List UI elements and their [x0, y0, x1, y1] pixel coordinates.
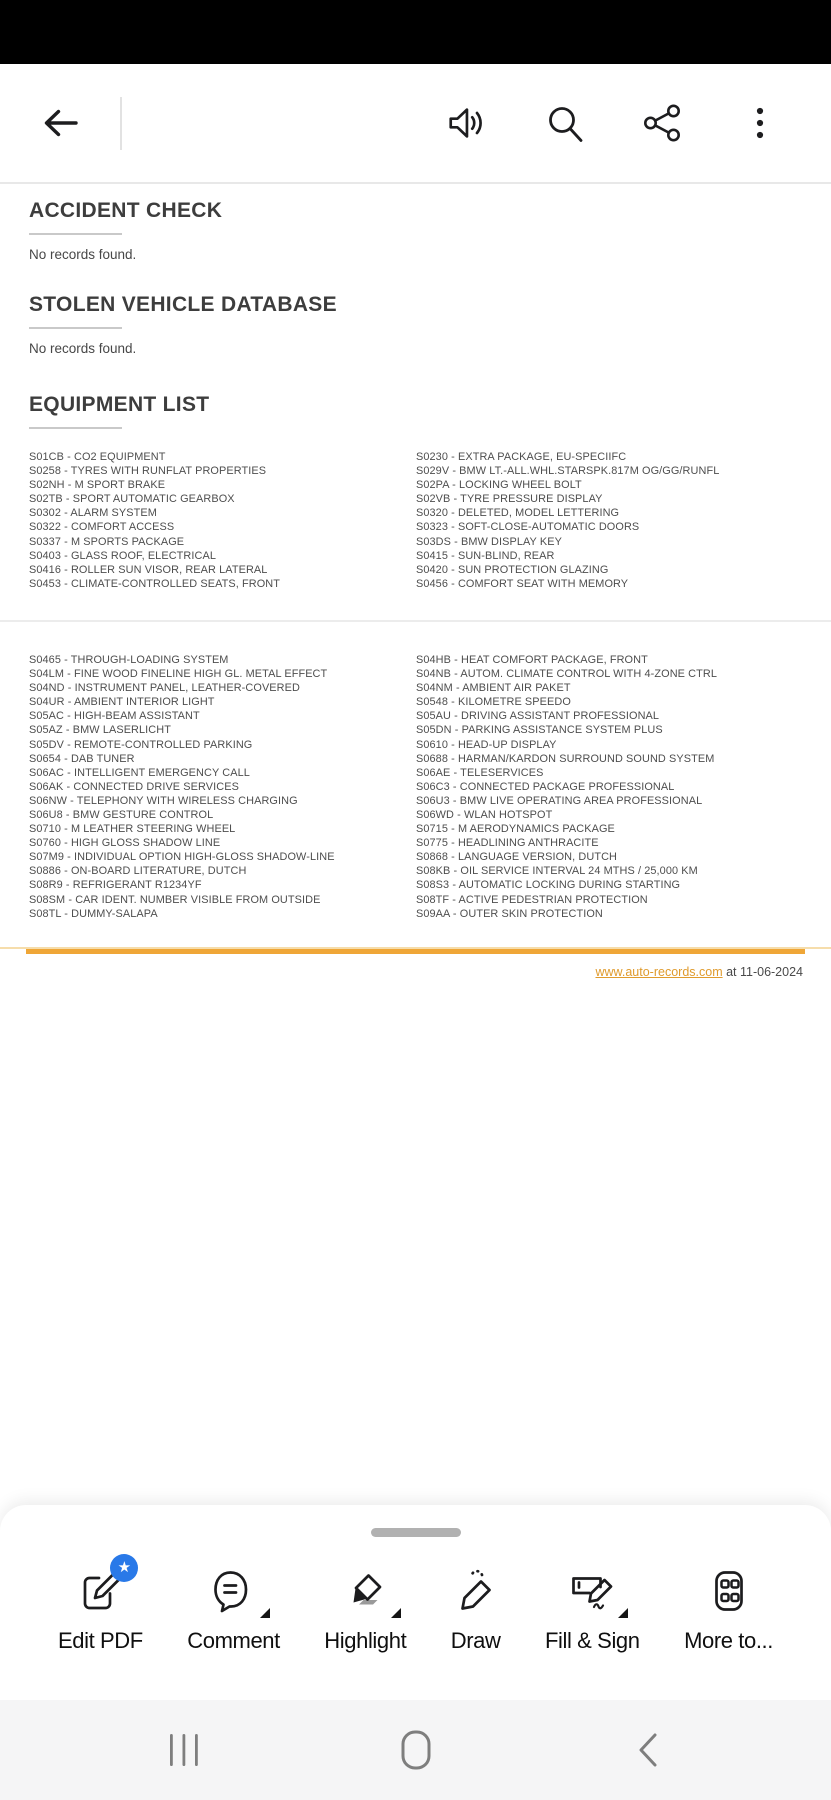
- equipment-item: S06C3 - CONNECTED PACKAGE PROFESSIONAL: [416, 780, 675, 793]
- status-bar: [0, 0, 831, 64]
- recents-button[interactable]: [164, 1728, 204, 1772]
- equipment-item: S06WD - WLAN HOTSPOT: [416, 808, 553, 821]
- equipment-item: S0453 - CLIMATE-CONTROLLED SEATS, FRONT: [29, 577, 281, 590]
- section-accident-check: [0, 199, 831, 263]
- toolbar-divider: [120, 97, 122, 150]
- speaker-icon: [445, 101, 487, 145]
- section-equipment-list: [0, 393, 831, 429]
- equipment-item: S0323 - SOFT-CLOSE-AUTOMATIC DOORS: [416, 521, 640, 534]
- equipment-column-left: [29, 450, 416, 591]
- equipment-block-2: [0, 653, 831, 921]
- equipment-item: S0403 - GLASS ROOF, ELECTRICAL: [29, 549, 216, 562]
- equipment-item: S05AC - HIGH-BEAM ASSISTANT: [29, 710, 200, 723]
- android-nav-bar: [0, 1700, 831, 1800]
- equipment-item: S0416 - ROLLER SUN VISOR, REAR LATERAL: [29, 563, 268, 576]
- page-separator: [0, 620, 831, 622]
- section-stolen-vehicle: [0, 293, 831, 357]
- tool-edit-pdf[interactable]: [58, 1559, 143, 1654]
- equipment-item: S0420 - SUN PROTECTION GLAZING: [416, 563, 609, 576]
- tools-bottom-sheet: [0, 1505, 831, 1700]
- equipment-item: S0886 - ON-BOARD LITERATURE, DUTCH: [29, 865, 247, 878]
- equipment-item: S04NM - AMBIENT AIR PAKET: [416, 682, 571, 695]
- home-icon: [398, 1729, 434, 1771]
- equipment-item: S05AZ - BMW LASERLICHT: [29, 724, 171, 737]
- tool-fill-sign[interactable]: [545, 1567, 640, 1654]
- tool-comment[interactable]: [187, 1567, 280, 1654]
- equipment-item: S0710 - M LEATHER STEERING WHEEL: [29, 823, 236, 836]
- equipment-item: S08S3 - AUTOMATIC LOCKING DURING STARTING: [416, 879, 681, 892]
- equipment-column-right: [416, 450, 802, 591]
- equipment-item: S0688 - HARMAN/KARDON SURROUND SOUND SYSTEM: [416, 752, 715, 765]
- equipment-column-left: [29, 653, 416, 921]
- tool-draw[interactable]: [451, 1567, 501, 1654]
- tool-label: Draw: [450, 1628, 501, 1653]
- equipment-item: S05DN - PARKING ASSISTANCE SYSTEM PLUS: [416, 724, 663, 737]
- equipment-item: S0715 - M AERODYNAMICS PACKAGE: [416, 823, 615, 836]
- overflow-menu-button[interactable]: [739, 102, 781, 144]
- source-link[interactable]: www.auto-records.com: [595, 964, 723, 979]
- footer-date: at 11-06-2024: [722, 964, 803, 979]
- back-arrow-icon: [42, 104, 80, 142]
- equipment-item: S029V - BMW LT.-ALL.WHL.STARSPK.817M OG/GG/RUNFL: [416, 465, 720, 478]
- equipment-block-1: [0, 450, 831, 591]
- equipment-item: S08KB - OIL SERVICE INTERVAL 24 MTHS / 25,000 KM: [416, 865, 698, 878]
- equipment-item: S06AE - TELESERVICES: [416, 766, 544, 779]
- equipment-item: S02TB - SPORT AUTOMATIC GEARBOX: [29, 493, 235, 506]
- equipment-item: S0337 - M SPORTS PACKAGE: [29, 535, 185, 548]
- tools-row: [0, 1559, 831, 1654]
- back-button[interactable]: [42, 104, 80, 142]
- highlight-icon: [342, 1568, 388, 1614]
- comment-icon: [211, 1568, 257, 1614]
- equipment-item: S04LM - FINE WOOD FINELINE HIGH GL. METAL EFFECT: [29, 668, 328, 681]
- document-footer: [0, 965, 831, 980]
- tool-label: Edit PDF: [58, 1628, 143, 1653]
- tool-label: Fill & Sign: [544, 1628, 640, 1653]
- equipment-item: S0302 - ALARM SYSTEM: [29, 507, 157, 520]
- tool-highlight[interactable]: [324, 1567, 406, 1654]
- equipment-column-right: [416, 653, 802, 921]
- long-press-menu-indicator: [260, 1608, 270, 1618]
- equipment-item: S09AA - OUTER SKIN PROTECTION: [416, 907, 603, 920]
- tool-label: More to...: [684, 1628, 773, 1653]
- read-aloud-button[interactable]: [445, 102, 487, 144]
- nav-back-icon: [633, 1729, 663, 1771]
- footer-rule: [0, 947, 831, 957]
- equipment-item: S01CB - CO2 EQUIPMENT: [29, 451, 166, 463]
- equipment-item: S0610 - HEAD-UP DISPLAY: [416, 738, 557, 751]
- equipment-item: S0230 - EXTRA PACKAGE, EU-SPECIIFC: [416, 451, 627, 463]
- equipment-item: S06AK - CONNECTED DRIVE SERVICES: [29, 780, 239, 793]
- equipment-item: S0415 - SUN-BLIND, REAR: [416, 549, 555, 562]
- long-press-menu-indicator: [391, 1608, 401, 1618]
- section-title: ACCIDENT CHECK: [29, 199, 223, 222]
- fill-sign-icon: [569, 1568, 615, 1614]
- home-button[interactable]: [396, 1728, 436, 1772]
- toolbar-actions: [445, 102, 781, 144]
- equipment-item: S06U3 - BMW LIVE OPERATING AREA PROFESSIONAL: [416, 794, 703, 807]
- equipment-item: S06U8 - BMW GESTURE CONTROL: [29, 808, 214, 821]
- tool-label: Comment: [187, 1628, 280, 1653]
- equipment-item: S0654 - DAB TUNER: [29, 752, 135, 765]
- equipment-item: S0258 - TYRES WITH RUNFLAT PROPERTIES: [29, 465, 267, 478]
- tool-label: Highlight: [324, 1628, 407, 1653]
- equipment-item: S0456 - COMFORT SEAT WITH MEMORY: [416, 577, 629, 590]
- draw-icon: [453, 1568, 499, 1614]
- equipment-item: S06NW - TELEPHONY WITH WIRELESS CHARGING: [29, 794, 298, 807]
- equipment-item: S0775 - HEADLINING ANTHRACITE: [416, 837, 599, 850]
- overflow-menu-icon: [739, 102, 781, 144]
- equipment-item: S02PA - LOCKING WHEEL BOLT: [416, 479, 582, 492]
- heading-underline: [29, 327, 122, 329]
- equipment-item: S04UR - AMBIENT INTERIOR LIGHT: [29, 696, 215, 709]
- tool-more[interactable]: [684, 1567, 773, 1654]
- equipment-item: S04ND - INSTRUMENT PANEL, LEATHER-COVERED: [29, 682, 300, 695]
- equipment-item: S0868 - LANGUAGE VERSION, DUTCH: [416, 851, 617, 864]
- equipment-item: S04NB - AUTOM. CLIMATE CONTROL WITH 4-ZONE CTRL: [416, 668, 717, 681]
- equipment-item: S0465 - THROUGH-LOADING SYSTEM: [29, 653, 229, 666]
- equipment-item: S04HB - HEAT COMFORT PACKAGE, FRONT: [416, 653, 648, 666]
- drag-handle[interactable]: [371, 1528, 461, 1537]
- heading-underline: [29, 427, 122, 429]
- equipment-item: S0320 - DELETED, MODEL LETTERING: [416, 507, 620, 520]
- equipment-item: S02NH - M SPORT BRAKE: [29, 479, 166, 492]
- search-button[interactable]: [543, 102, 585, 144]
- equipment-item: S02VB - TYRE PRESSURE DISPLAY: [416, 493, 603, 506]
- section-title: STOLEN VEHICLE DATABASE: [29, 293, 337, 316]
- equipment-item: S0548 - KILOMETRE SPEEDO: [416, 696, 571, 709]
- pdf-viewer-toolbar: [0, 64, 831, 184]
- premium-star-badge: ★: [110, 1554, 138, 1582]
- search-icon: [543, 102, 585, 144]
- heading-underline: [29, 233, 122, 235]
- equipment-item: S06AC - INTELLIGENT EMERGENCY CALL: [29, 766, 250, 779]
- equipment-item: S08SM - CAR IDENT. NUMBER VISIBLE FROM OUTSIDE: [29, 893, 321, 906]
- share-icon: [641, 102, 683, 144]
- equipment-item: S03DS - BMW DISPLAY KEY: [416, 535, 562, 548]
- section-body: No records found.: [29, 341, 137, 356]
- equipment-item: S0760 - HIGH GLOSS SHADOW LINE: [29, 837, 221, 850]
- share-button[interactable]: [641, 102, 683, 144]
- equipment-item: S08TL - DUMMY-SALAPA: [29, 907, 158, 920]
- pdf-document[interactable]: [0, 186, 831, 980]
- recents-icon: [167, 1730, 201, 1770]
- equipment-item: S08R9 - REFRIGERANT R1234YF: [29, 879, 202, 892]
- equipment-item: S05AU - DRIVING ASSISTANT PROFESSIONAL: [416, 710, 660, 723]
- section-body: No records found.: [29, 247, 137, 262]
- equipment-item: S05DV - REMOTE-CONTROLLED PARKING: [29, 738, 253, 751]
- more-tools-grid-icon: [706, 1568, 752, 1614]
- long-press-menu-indicator: [618, 1608, 628, 1618]
- equipment-item: S08TF - ACTIVE PEDESTRIAN PROTECTION: [416, 893, 648, 906]
- section-title: EQUIPMENT LIST: [29, 393, 210, 416]
- nav-back-button[interactable]: [628, 1728, 668, 1772]
- equipment-item: S0322 - COMFORT ACCESS: [29, 521, 175, 534]
- equipment-item: S07M9 - INDIVIDUAL OPTION HIGH-GLOSS SHADOW-LINE: [29, 851, 335, 864]
